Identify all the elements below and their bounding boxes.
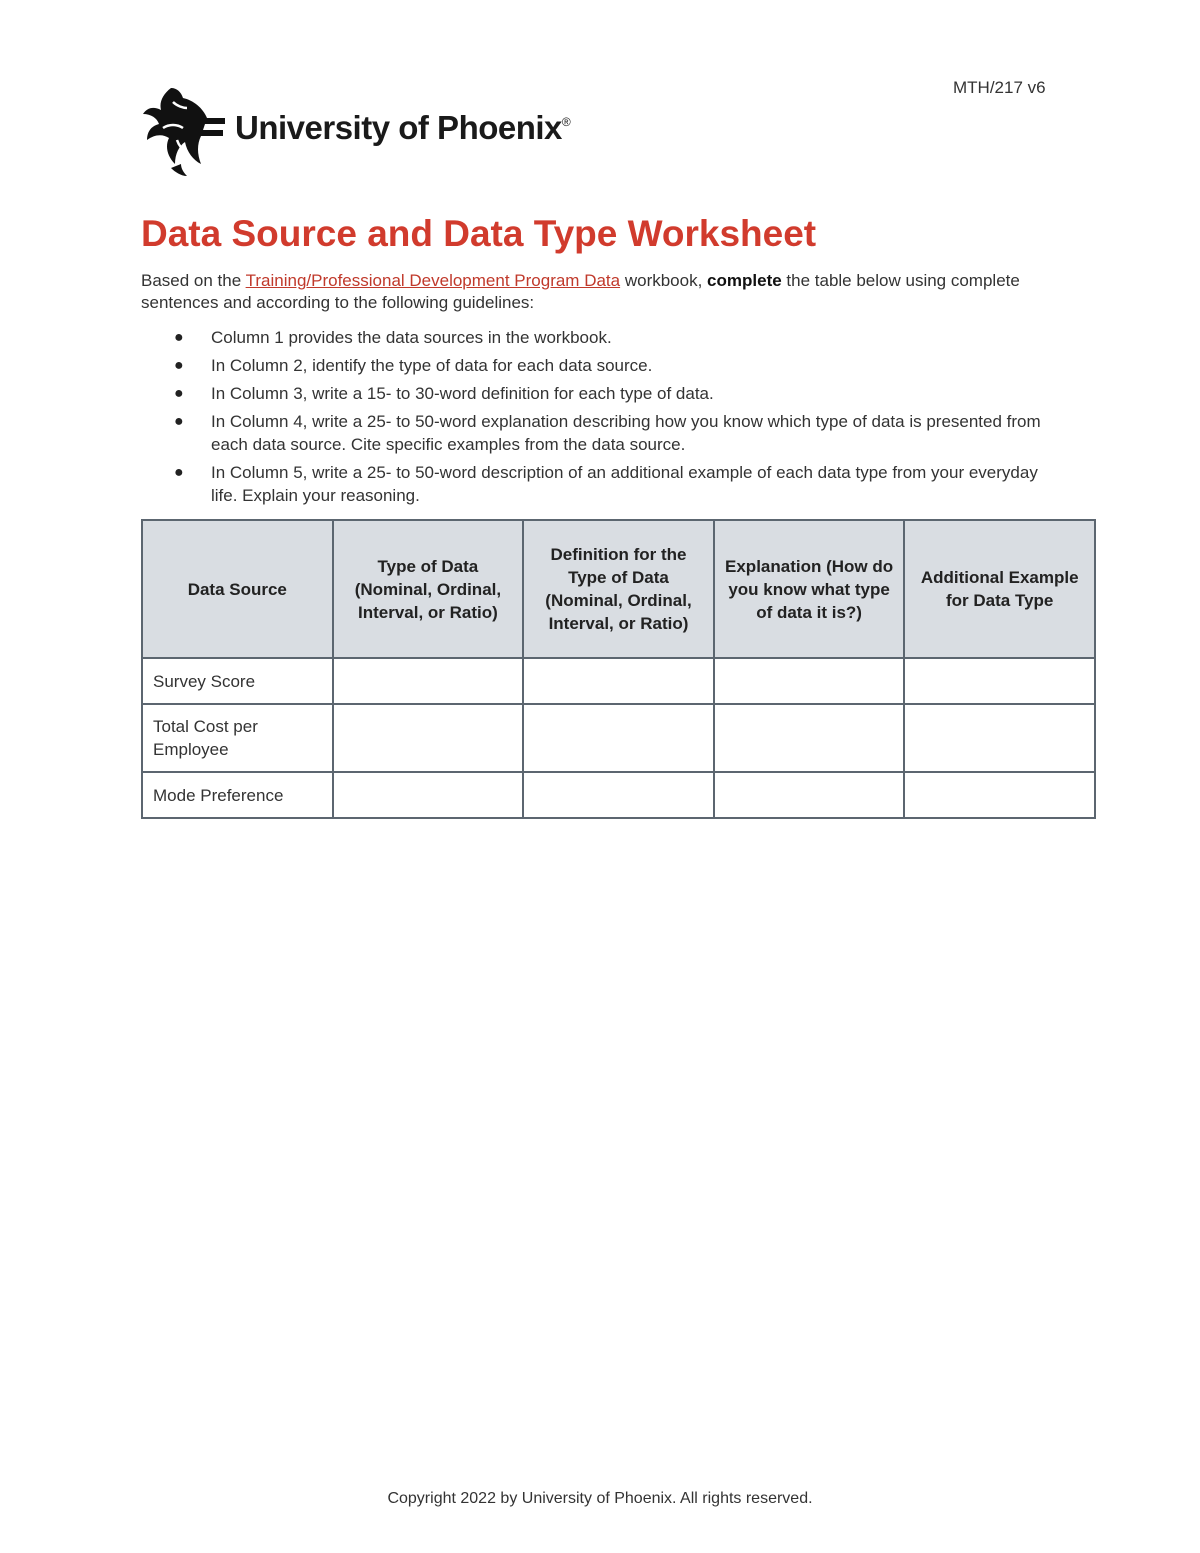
bullet-icon: ● xyxy=(174,464,184,481)
table-cell-data-source: Total Cost per Employee xyxy=(142,704,333,772)
bullet-icon: ● xyxy=(174,357,184,374)
guideline-list xyxy=(141,326,1061,512)
bullet-icon: ● xyxy=(174,413,184,430)
table-cell-input[interactable] xyxy=(333,704,524,772)
header-explanation: Explanation (How do you know what type of data it is?) xyxy=(714,520,905,658)
copyright-footer: Copyright 2022 by University of Phoenix. All rights reserved. xyxy=(387,1490,813,1507)
list-item: ● In Column 4, write a 25- to 50-word explanation describing how you know which type of data is presented from each data source. Cite specific examples from the data source. xyxy=(174,412,1041,454)
table-cell-input[interactable] xyxy=(904,658,1095,704)
header-additional-example: Additional Example for Data Type xyxy=(904,520,1095,658)
table-row xyxy=(142,772,1095,818)
header-type-of-data: Type of Data (Nominal, Ordinal, Interval, or Ratio) xyxy=(333,520,524,658)
list-item: ● In Column 3, write a 15- to 30-word definition for each type of data. xyxy=(174,384,714,403)
header-data-source: Data Source xyxy=(142,520,333,658)
table-cell-input[interactable] xyxy=(714,658,905,704)
table-cell-input[interactable] xyxy=(904,772,1095,818)
table-cell-input[interactable] xyxy=(523,704,714,772)
table-cell-data-source: Mode Preference xyxy=(142,772,333,818)
table-cell-input[interactable] xyxy=(333,658,524,704)
table-row xyxy=(142,704,1095,772)
workbook-link[interactable]: Training/Professional Development Program Data xyxy=(245,271,621,290)
logo-wordmark: University of Phoenix® xyxy=(235,109,571,146)
table-cell-data-source: Survey Score xyxy=(142,658,333,704)
phoenix-bird-icon xyxy=(141,84,225,178)
list-item: ● Column 1 provides the data sources in the workbook. xyxy=(174,328,612,347)
header-definition: Definition for the Type of Data (Nominal, Ordinal, Interval, or Ratio) xyxy=(523,520,714,658)
bullet-icon: ● xyxy=(174,385,184,402)
table-cell-input[interactable] xyxy=(714,772,905,818)
course-code: MTH/217 v6 xyxy=(953,78,1046,97)
list-item: ● In Column 5, write a 25- to 50-word description of an additional example of each data type from your everyday life. Explain your reasoning. xyxy=(174,463,1038,505)
university-logo xyxy=(141,84,570,178)
table-header-row xyxy=(142,520,1095,658)
table-cell-input[interactable] xyxy=(714,704,905,772)
list-item: ● In Column 2, identify the type of data for each data source. xyxy=(174,356,653,375)
table-row xyxy=(142,658,1095,704)
bullet-icon: ● xyxy=(174,329,184,346)
page-title: Data Source and Data Type Worksheet xyxy=(141,213,817,254)
table-cell-input[interactable] xyxy=(523,772,714,818)
table-cell-input[interactable] xyxy=(523,658,714,704)
table-cell-input[interactable] xyxy=(333,772,524,818)
table-cell-input[interactable] xyxy=(904,704,1095,772)
intro-paragraph: Based on the Training/Professional Development Program Data workbook, complete the table below using complete sentences and according to the following guidelines: xyxy=(141,271,1020,312)
worksheet-table xyxy=(141,519,1096,819)
